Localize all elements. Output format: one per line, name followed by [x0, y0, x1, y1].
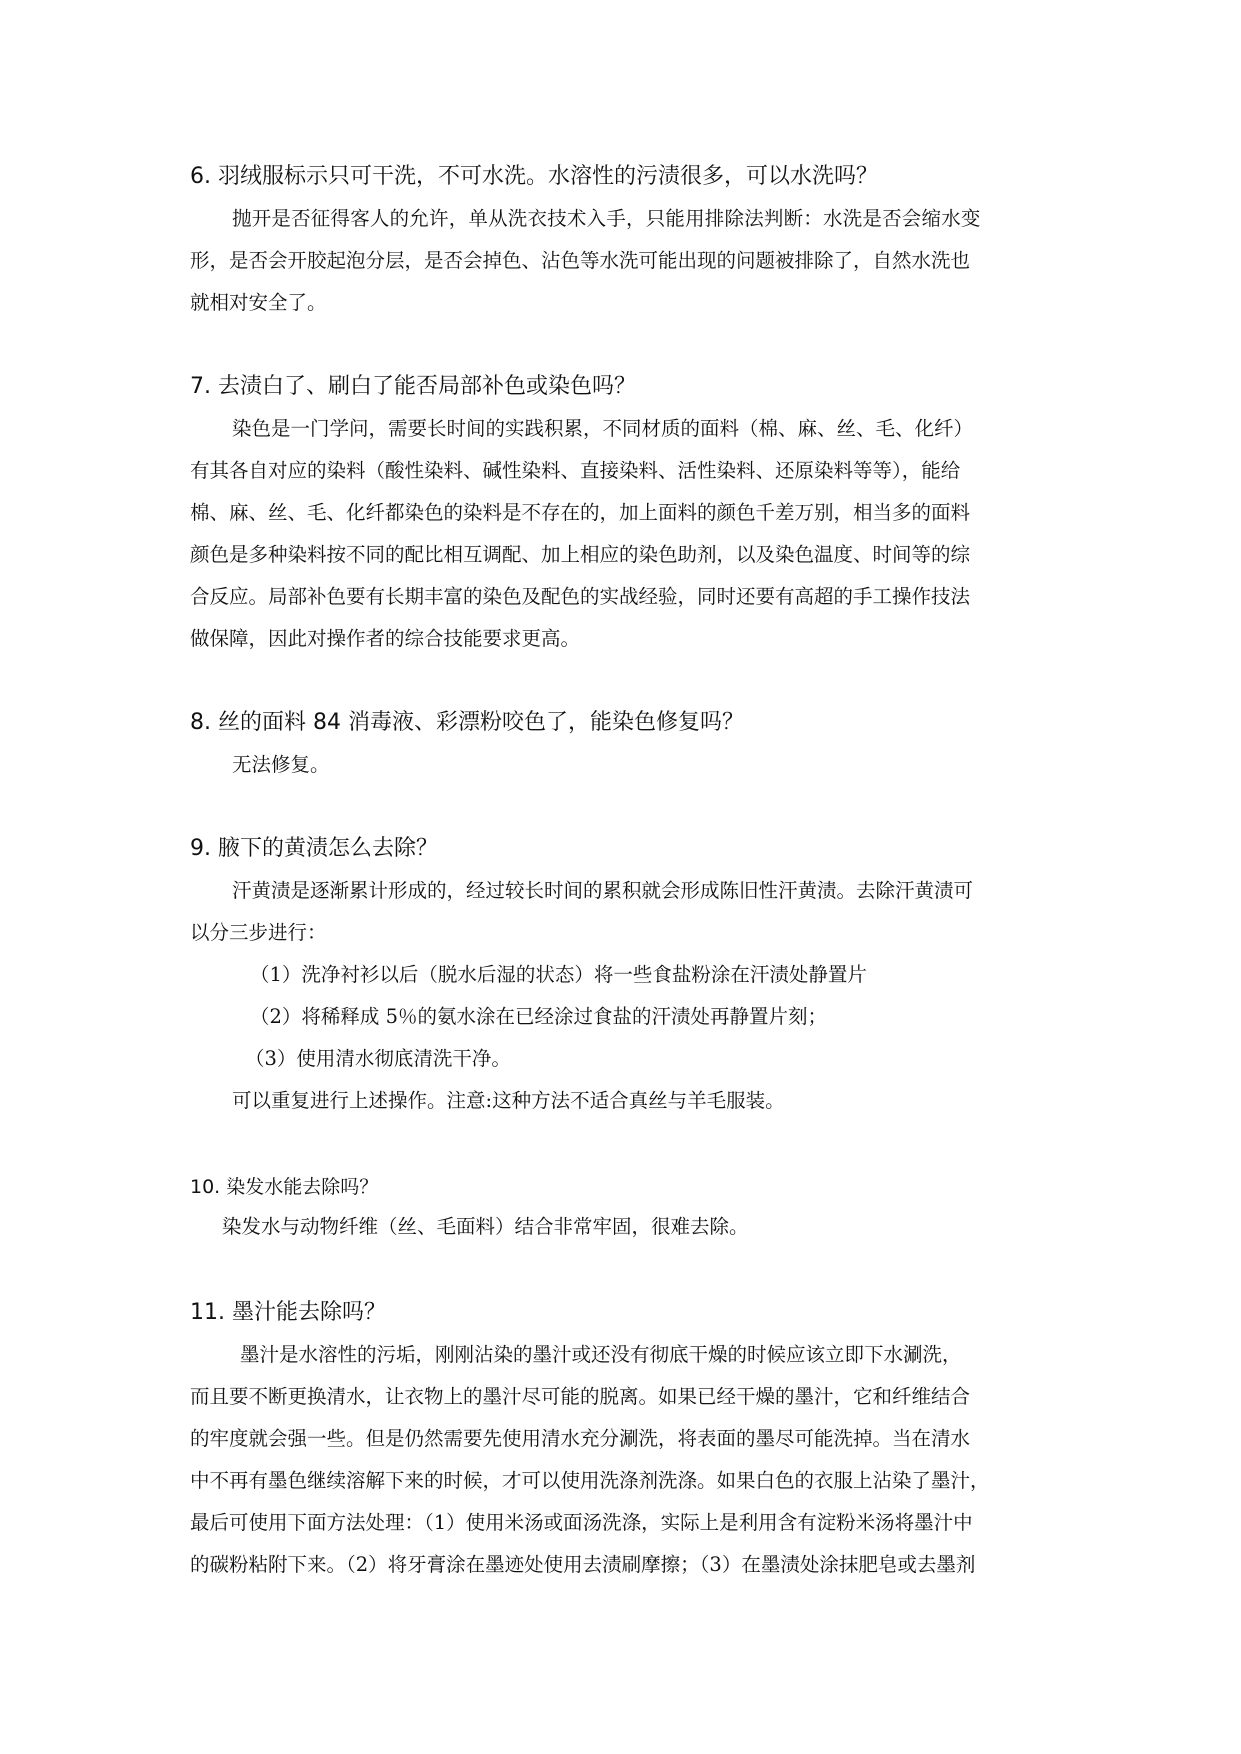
question-6-title: 6. 羽绒服标示只可干洗，不可水洗。水溶性的污渍很多，可以水洗吗？	[190, 164, 878, 189]
answer-11-line-5: 最后可使用下面方法处理：（1）使用米汤或面汤洗涤，实际上是利用含有淀粉米汤将墨汁中	[190, 1511, 973, 1534]
answer-6-line-3: 就相对安全了。	[190, 291, 327, 314]
answer-11-line-3: 的牢度就会强一些。但是仍然需要先使用清水充分涮洗，将表面的墨尽可能洗掉。当在清水	[190, 1427, 971, 1450]
answer-7-line-1: 染色是一门学问，需要长时间的实践积累，不同材质的面料（棉、麻、丝、毛、化纤）	[232, 417, 974, 440]
question-11-title: 11. 墨汁能去除吗？	[190, 1300, 386, 1325]
answer-6-line-2: 形，是否会开胶起泡分层，是否会掉色、沾色等水洗可能出现的问题被排除了，自然水洗也	[190, 249, 971, 272]
answer-9-line-1: 汗黄渍是逐渐累计形成的，经过较长时间的累积就会形成陈旧性汗黄渍。去除汗黄渍可	[232, 879, 974, 902]
answer-9-step-1: （1）洗净衬衫以后（脱水后湿的状态）将一些食盐粉涂在汗渍处静置片	[250, 963, 867, 986]
answer-11-line-2: 而且要不断更换清水，让衣物上的墨汁尽可能的脱离。如果已经干燥的墨汁，它和纤维结合	[190, 1385, 971, 1408]
answer-7-line-4: 颜色是多种染料按不同的配比相互调配、加上相应的染色助剂，以及染色温度、时间等的综	[190, 543, 971, 566]
question-7-title: 7. 去渍白了、刷白了能否局部补色或染色吗？	[190, 374, 636, 399]
answer-9-line-2: 以分三步进行：	[190, 921, 327, 944]
question-9-title: 9. 腋下的黄渍怎么去除？	[190, 836, 438, 861]
answer-8-line-1: 无法修复。	[232, 753, 330, 776]
answer-7-line-3: 棉、麻、丝、毛、化纤都染色的染料是不存在的，加上面料的颜色千差万别，相当多的面料	[190, 501, 971, 524]
answer-11-line-1: 墨汁是水溶性的污垢，刚刚沾染的墨汁或还没有彻底干燥的时候应该立即下水涮洗，	[240, 1343, 962, 1366]
answer-6-line-1: 抛开是否征得客人的允许，单从洗衣技术入手，只能用排除法判断：水洗是否会缩水变	[232, 207, 981, 230]
answer-9-step-3: （3）使用清水彻底清洗干净。	[245, 1047, 511, 1070]
answer-10-line-1: 染发水与动物纤维（丝、毛面料）结合非常牢固，很难去除。	[222, 1215, 749, 1238]
answer-7-line-2: 有其各自对应的染料（酸性染料、碱性染料、直接染料、活性染料、还原染料等等），能给	[190, 459, 961, 482]
answer-9-note: 可以重复进行上述操作。注意:这种方法不适合真丝与羊毛服装。	[232, 1089, 785, 1112]
answer-11-line-6: 的碳粉粘附下来。（2）将牙膏涂在墨迹处使用去渍刷摩擦；（3）在墨渍处涂抹肥皂或去墨剂	[190, 1553, 976, 1576]
question-8-title: 8. 丝的面料 84 消毒液、彩漂粉咬色了，能染色修复吗？	[190, 710, 744, 735]
answer-11-line-4: 中不再有墨色继续溶解下来的时候，才可以使用洗涤剂洗涤。如果白色的衣服上沾染了墨汁，	[190, 1469, 990, 1492]
answer-7-line-5: 合反应。局部补色要有长期丰富的染色及配色的实战经验，同时还要有高超的手工操作技法	[190, 585, 971, 608]
question-10-title: 10. 染发水能去除吗？	[190, 1176, 379, 1198]
answer-9-step-2: （2）将稀释成 5％的氨水涂在已经涂过食盐的汗渍处再静置片刻；	[250, 1005, 828, 1028]
answer-7-line-6: 做保障，因此对操作者的综合技能要求更高。	[190, 627, 581, 650]
